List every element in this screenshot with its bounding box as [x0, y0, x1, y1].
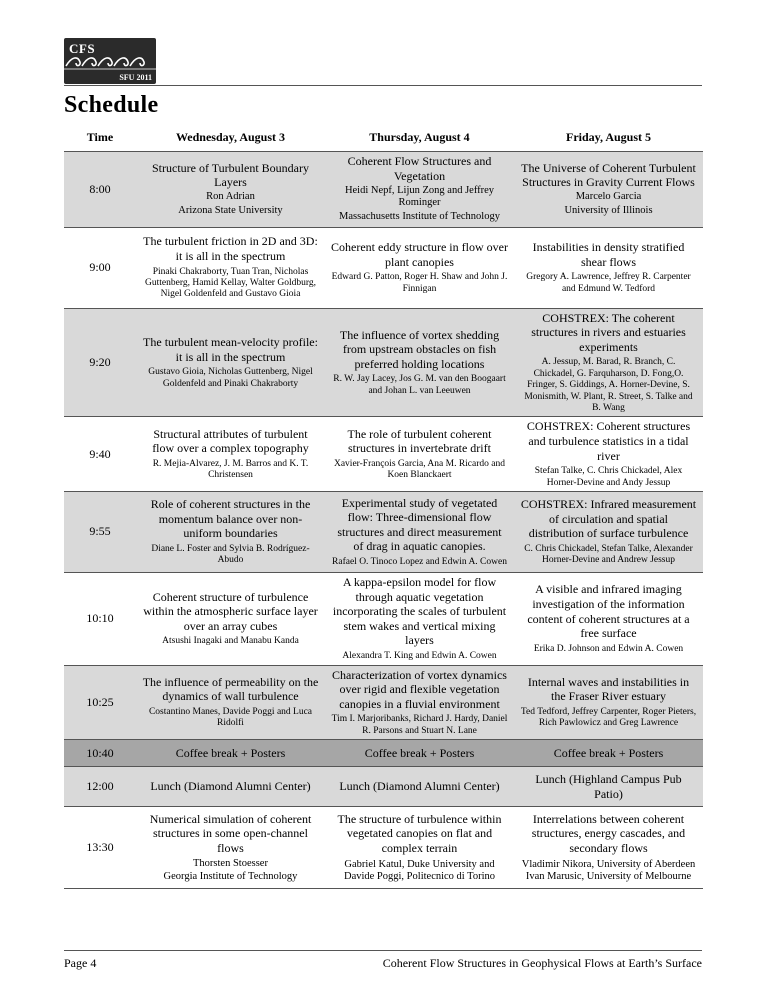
table-row: [64, 417, 703, 492]
talk-authors: Costantino Manes, Davide Poggi and Luca Ridolfi: [148, 707, 313, 729]
talk-authors: Edward G. Patton, Roger H. Shaw and John J. Finnigan: [331, 272, 508, 294]
time-cell: 10:25: [64, 665, 136, 740]
talk-authors: Erika D. Johnson and Edwin A. Cowen: [533, 643, 684, 654]
session-cell: [136, 417, 325, 492]
talk-title: COHSTREX: The coherent structures in rivers and estuaries experiments: [531, 310, 686, 354]
talk-affiliation: Georgia Institute of Technology: [163, 871, 298, 883]
talk-authors: A. Jessup, M. Barad, R. Branch, C. Chickadel, G. Farquharson, D. Fong,O. Fringer, S. Giddings, A. Horner-Devine, S. Monismith, W. Plant, R. Street, S. Talke and B. Wang: [524, 357, 693, 413]
talk-affiliation: Arizona State University: [178, 204, 283, 216]
table-row: [64, 740, 703, 767]
talk-title: The Universe of Coherent Turbulent Structures in Gravity Current Flows: [521, 160, 696, 190]
talk-title: Coherent eddy structure in flow over plant canopies: [331, 239, 508, 269]
talk-authors: Gregory A. Lawrence, Jeffrey R. Carpenter and Edmund W. Tedford: [526, 272, 691, 294]
talk-title: The influence of vortex shedding from upstream obstacles on fish preferred holding locations: [339, 327, 500, 371]
table-row: [64, 227, 703, 308]
talk-authors: Diane L. Foster and Sylvia B. Rodríguez-Abudo: [151, 544, 310, 566]
time-cell: 12:00: [64, 767, 136, 807]
talk-title: Numerical simulation of coherent structures in some open-channel flows: [149, 811, 312, 855]
table-row: [64, 491, 703, 572]
session-cell: [514, 491, 703, 572]
talk-authors: Vladimir Nikora, University of Aberdeen Ivan Marusic, University of Melbourne: [521, 858, 696, 883]
session-cell: [136, 308, 325, 417]
talk-title: Interrelations between coherent structures, energy cascades, and secondary flows: [531, 811, 686, 855]
talk-title: Internal waves and instabilities in the Fraser River estuary: [527, 674, 690, 704]
talk-authors: Atsushi Inagaki and Manabu Kanda: [162, 636, 299, 647]
session-cell: [514, 227, 703, 308]
talk-title: The role of turbulent coherent structures in invertebrate drift: [347, 426, 492, 456]
talk-authors: Marcelo Garcia: [575, 191, 642, 203]
session-cell: [136, 807, 325, 889]
talk-title: Experimental study of vegetated flow: Three-dimensional flow structures and direct measurement of drag in aquatic canopies.: [337, 495, 502, 554]
session-cell: [136, 572, 325, 665]
talk-authors: Ted Tedford, Jeffrey Carpenter, Roger Pieters, Rich Pawlowicz and Greg Lawrence: [520, 707, 697, 729]
session-cell: [325, 227, 514, 308]
talk-title: A visible and infrared imaging investigation of the information content of coherent structures at a free surface: [527, 582, 690, 641]
talk-title: The structure of turbulence within vegetated canopies on flat and complex terrain: [337, 811, 502, 855]
talk-authors: Gabriel Katul, Duke University and Davide Poggi, Politecnico di Torino: [343, 858, 495, 883]
break-cell: Lunch (Diamond Alumni Center): [325, 767, 514, 807]
time-cell: 9:20: [64, 308, 136, 417]
talk-affiliation: University of Illinois: [564, 204, 653, 216]
time-cell: 9:40: [64, 417, 136, 492]
talk-title: The influence of permeability on the dynamics of wall turbulence: [142, 674, 319, 704]
time-cell: 9:55: [64, 491, 136, 572]
header-row: [64, 124, 703, 151]
logo-subtitle: SFU 2011: [119, 73, 152, 82]
talk-authors: C. Chris Chickadel, Stefan Talke, Alexander Horner-Devine and Andrew Jessup: [524, 544, 693, 566]
talk-authors: Heidi Nepf, Lijun Zong and Jeffrey Rominger: [344, 184, 495, 209]
column-header-time: Time: [86, 129, 114, 144]
talk-affiliation: Massachusetts Institute of Technology: [339, 210, 500, 222]
talk-title: A kappa-epsilon model for flow through aquatic vegetation incorporating the scales of turbulent stem wakes and vertical mixing layers: [332, 574, 507, 648]
session-cell: [325, 417, 514, 492]
table-row: [64, 767, 703, 807]
session-cell: [325, 807, 514, 889]
session-cell: [136, 227, 325, 308]
talk-title: Instabilities in density stratified shear flows: [532, 239, 685, 269]
talk-title: COHSTREX: Coherent structures and turbulence statistics in a tidal river: [526, 419, 691, 463]
time-cell: 10:10: [64, 572, 136, 665]
break-cell: Lunch (Diamond Alumni Center): [136, 767, 325, 807]
session-cell: [514, 417, 703, 492]
footer-divider: [64, 950, 702, 951]
session-cell: [325, 308, 514, 417]
session-cell: [514, 572, 703, 665]
talk-authors: Pinaki Chakraborty, Tuan Tran, Nicholas Guttenberg, Hamid Kellay, Walter Goldburg, Nigel Goldenfeld and Gustavo Gioia: [145, 266, 316, 300]
session-cell: [514, 151, 703, 227]
talk-authors: Alexandra T. King and Edwin A. Cowen: [342, 651, 497, 662]
logo-title: CFS: [69, 41, 96, 56]
talk-title: The turbulent mean-velocity profile: it is all in the spectrum: [143, 334, 318, 364]
session-cell: [325, 572, 514, 665]
session-cell: [325, 665, 514, 740]
talk-title: Coherent Flow Structures and Vegetation: [347, 154, 492, 184]
time-cell: 13:30: [64, 807, 136, 889]
table-row: [64, 308, 703, 417]
talk-authors: Thorsten Stoesser: [193, 857, 268, 869]
session-cell: [514, 308, 703, 417]
table-row: [64, 572, 703, 665]
time-cell: 8:00: [64, 151, 136, 227]
page-number: Page 4: [64, 956, 97, 970]
break-cell: Coffee break + Posters: [136, 740, 325, 767]
header-divider: [64, 85, 702, 86]
talk-title: Characterization of vortex dynamics over rigid and flexible vegetation canopies in a fluvial environment: [332, 667, 507, 711]
talk-authors: Xavier-François Garcia, Ana M. Ricardo and Koen Blanckaert: [333, 458, 505, 481]
talk-authors: Tim I. Marjoribanks, Richard J. Hardy, Daniel R. Parsons and Stuart N. Lane: [331, 714, 508, 736]
table-row: [64, 151, 703, 227]
talk-authors: Stefan Talke, C. Chris Chickadel, Alex Horner-Devine and Andy Jessup: [534, 466, 683, 488]
session-cell: [514, 665, 703, 740]
session-cell: [325, 491, 514, 572]
cfs-logo: [64, 38, 156, 84]
break-cell: Coffee break + Posters: [514, 740, 703, 767]
schedule-table: [64, 124, 703, 889]
table-row: [64, 665, 703, 740]
session-cell: [136, 491, 325, 572]
column-header-friday: Friday, August 5: [565, 129, 652, 144]
session-cell: [136, 665, 325, 740]
time-cell: 10:40: [64, 740, 136, 767]
talk-title: Structure of Turbulent Boundary Layers: [152, 160, 309, 190]
table-row: [64, 807, 703, 889]
wave-icon: [64, 54, 156, 72]
footer-title: Coherent Flow Structures in Geophysical Flows at Earth’s Surface: [382, 956, 702, 970]
talk-authors: Gustavo Gioia, Nicholas Guttenberg, Nigel Goldenfeld and Pinaki Chakraborty: [148, 367, 313, 389]
talk-authors: Rafael O. Tinoco Lopez and Edwin A. Cowen: [332, 557, 507, 568]
talk-title: Coherent structure of turbulence within the atmospheric surface layer over an array cubes: [143, 589, 318, 633]
session-cell: [514, 807, 703, 889]
session-cell: [136, 151, 325, 227]
time-cell: 9:00: [64, 227, 136, 308]
talk-authors: R. W. Jay Lacey, Jos G. M. van den Boogaart and Johan L. van Leeuwen: [333, 374, 506, 396]
talk-authors: R. Mejia-Alvarez, J. M. Barros and K. T. Christensen: [152, 458, 309, 481]
column-header-wednesday: Wednesday, August 3: [175, 129, 286, 144]
break-cell: Lunch (Highland Campus Pub Patio): [514, 767, 703, 807]
break-cell: Coffee break + Posters: [325, 740, 514, 767]
talk-authors: Ron Adrian: [206, 191, 255, 203]
page-title: Schedule: [64, 92, 159, 118]
talk-title: Role of coherent structures in the momentum balance over non-uniform boundaries: [150, 497, 311, 541]
talk-title: The turbulent friction in 2D and 3D: it is all in the spectrum: [143, 234, 318, 263]
talk-title: Structural attributes of turbulent flow over a complex topography: [152, 426, 309, 456]
session-cell: [325, 151, 514, 227]
column-header-thursday: Thursday, August 4: [369, 129, 470, 144]
talk-title: COHSTREX: Infrared measurement of circulation and spatial distribution of surface turbulence: [520, 497, 697, 541]
